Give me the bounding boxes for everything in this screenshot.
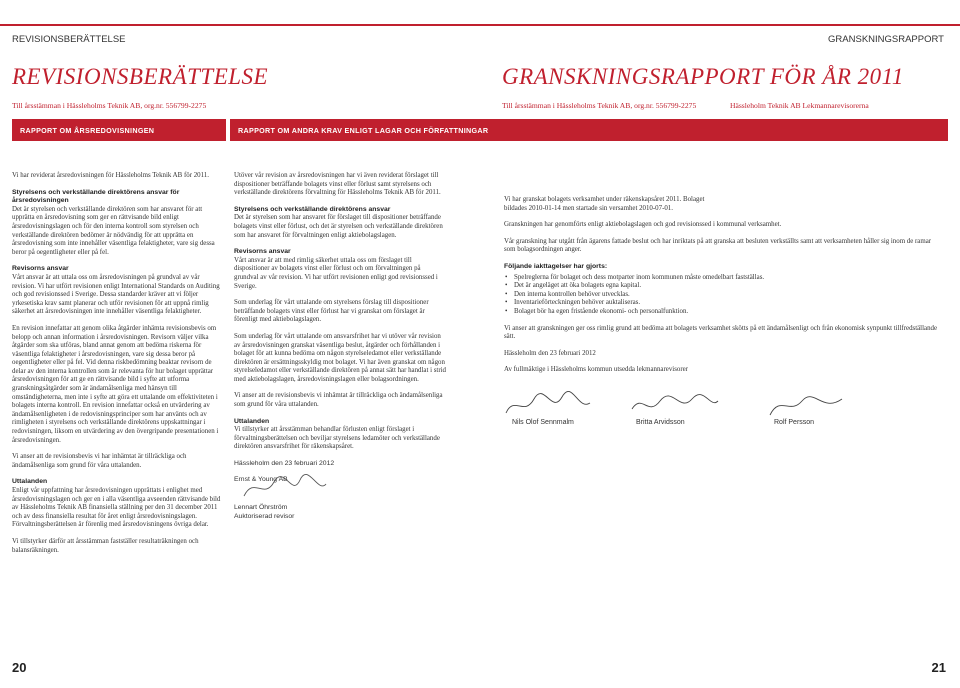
col3-paragraph-1: Vi har granskat bolagets verksamhet under räkenskapsåret 2011. Bolaget bildades 2010-01-14 men startade sin versamhet 2010-07-01.: [504, 196, 705, 212]
col2-paragraph-2: Det är styrelsen som har ansvaret för förslaget till dispositioner beträffande bolagets vinst eller förlust, och det är styrelsen och verkställande direktören som har ansvaret för förvaltningen enligt aktiebolagslagen.: [234, 214, 443, 239]
column-3: [504, 196, 944, 441]
col1-paragraph-4: Vi anser att de revisionsbevis vi har inhämtat är tillräckliga och ändamålsenliga som grund för våra uttalanden.: [12, 453, 187, 469]
col3-paragraph-3: Vår granskning har utgått från ägarens fattade beslut och har inriktats på att granska att besluten verkställts samt att verksamheten håller sig inom de ramar som bolagsordningen anger.: [504, 237, 932, 254]
running-header-right: GRANSKNINGSRAPPORT: [828, 34, 944, 45]
top-header-bar: [0, 0, 960, 45]
col1-heading-1: Styrelsens och verkställande direktörens ansvar för årsredovisningen: [12, 188, 180, 205]
auditor-firm: Ernst & Young AB: [234, 475, 288, 483]
col2-paragraph-4: Som underlag för vårt uttalande om styrelsens förslag till dispositioner beträffande bolagets vinst eller förlust har vi granskat om förslaget är förenligt med aktiebolagslagen.: [234, 299, 429, 324]
list-item: • Det är angeläget att öka bolagets egna kapital.: [514, 282, 944, 291]
col2-paragraph-6: Vi anser att de revisionsbevis vi inhämtat är tillräckliga och ändamålsenliga som grund för våra uttalanden.: [234, 392, 443, 409]
col1-heading-2: Revisorns ansvar: [12, 265, 69, 273]
page-number-left: 20: [12, 660, 27, 675]
signer-name: Britta Arvidsson: [636, 418, 685, 426]
col2-heading-2: Revisorns ansvar: [234, 248, 291, 256]
list-item: • Den interna kontrollen behöver utvecklas.: [514, 291, 944, 300]
right-page-subline-2: Hässleholm Teknik AB Lekmannarevisorerna: [730, 101, 869, 110]
col1-paragraph-6: Vi tillstyrker därför att årsstämman fastställer resultaträkningen och balansräkningen.: [12, 537, 199, 554]
right-page-title: GRANSKNINGSRAPPORT FÖR ÅR 2011: [502, 64, 904, 89]
band-andra-krav-label: RAPPORT OM ANDRA KRAV ENLIGT LAGAR OCH FÖRFATTNINGAR: [238, 126, 489, 135]
header-rule: [0, 24, 960, 26]
column-1: [12, 172, 225, 563]
auditor-name: Lennart Öhrström: [234, 504, 288, 512]
auditor-signature-place: Hässleholm den 23 februari 2012: [234, 460, 335, 468]
column-2: [234, 172, 446, 530]
col2-paragraph-3: Vårt ansvar är att med rimlig säkerhet uttala oss om förslaget till dispositioner av bolagets vinst eller förlust och om förvaltningen på grundval av vår revision. Vi har utfört revisionen enligt god revisionssed i Sverige.: [234, 256, 438, 290]
col2-paragraph-7: Vi tillstyrker att årsstämman behandlar förlusten enligt förslaget i förvaltningsberättelsen och beviljar styrelsens ledamöter och verkställande direktören ansvarsfrihet för räkenskapsåret.: [234, 426, 440, 451]
auditor-signature-block: [234, 460, 446, 530]
col3-paragraph-5: Hässleholm den 23 februari 2012: [504, 349, 596, 357]
band-andra-krav: [230, 119, 948, 141]
col1-paragraph-2: Vårt ansvar är att uttala oss om årsredovisningen på grundval av vår revision. Vi har utfört revisionen enligt International Standards on Auditing och god revisionssed i Sverige. Dessa standarder kräver att vi följer yrkesetiska krav samt planerar och utför revisionen för att uppnå rimlig säkerhet att årsredovisningen inte innehåller väsentliga felaktigheter.: [12, 273, 220, 316]
col1-intro: Vi har reviderat årsredovisningen för Hässleholms Teknik AB för 2011.: [12, 172, 209, 179]
page-number-right: 21: [931, 660, 946, 675]
band-arsredovisningen: [12, 119, 226, 141]
col2-heading-1: Styrelsens och verkställande direktörens ansvar: [234, 205, 391, 213]
col3-paragraph-4: Vi anser att granskningen ger oss rimlig grund att bedöma att bolagets verksamhet skötts på ett ändamålsenligt och från ekonomisk synpunkt tillfredställande sätt.: [504, 324, 938, 341]
col1-paragraph-3: En revision innefattar att genom olika åtgärder inhämta revisionsbevis om belopp och annan information i årsredovisningen. Revisorn väljer vilka åtgärder som ska utföras, bland annat genom att bedöma riskerna för väsentliga felaktigheter i årsredovisningen, vare sig dessa beror på oegentligheter eller på fel. Vid denna riskbedömning beaktar revisorn de delar av den interna kontrollen som är relevanta för hur bolaget upprättar årsredovisningen för att ge en rättvisande bild i syfte att utforma granskningsåtgärder som är ändamålsenliga med hänsyn till omständigheterna, men inte i syfte att göra ett uttalande om effektiviteten i bolagets interna kontroll. En revision innefattar också en utvärdering av ändamålsenligheten i de redovisningsprinciper som har använts och av rimligheten i styrelsens och verkställande direktörens uppskattningar i redovisningen, liksom en utvärdering av den övergripande presentationen i årsredovisningen.: [12, 324, 219, 444]
auditor-handwritten-signature: [240, 470, 330, 504]
col3-paragraph-6: Av fullmäktige i Hässleholms kommun utsedda lekmannarevisorer: [504, 366, 688, 374]
col2-heading-3: Uttalanden: [234, 417, 270, 425]
running-header-left: REVISIONSBERÄTTELSE: [12, 34, 126, 45]
col2-paragraph-1: Utöver vår revision av årsredovisningen har vi även reviderat förslaget till dispositioner beträffande bolagets vinst eller förlust samt styrelsens och verkställande direktörens förvaltning för Hässleholms Teknik AB för 2011.: [234, 172, 441, 197]
col1-paragraph-5: Enligt vår uppfattning har årsredovisningen upprättats i enlighet med årsredovisningslagen och ger en i alla väsentliga avseenden rättvisande bild av Hässleholms Teknik AB finansiella ställning per den 31 december 2011 och av dess finansiella resultat för året enligt årsredovisningslagen. Förvaltningsberättelsen är förenlig med årsredovisningens övriga delar.: [12, 487, 221, 529]
col1-heading-3: Uttalanden: [12, 478, 48, 486]
signer-name: Rolf Persson: [774, 418, 815, 426]
right-page-subline: Till årsstämman i Hässleholms Teknik AB, org.nr. 556799-2275: [502, 101, 697, 110]
signer-name: Nils Olof Sennmalm: [512, 418, 574, 426]
col2-paragraph-5: Som underlag för vårt uttalande om ansvarsfrihet har vi utöver vår revision av årsredovisningen granskat väsentliga beslut, åtgärder och förhållanden i bolaget för att kunna bedöma om någon styrelseledamot eller verkställande direktören är ersättningsskyldig mot bolaget. Vi har även granskat om någon styrelseledamot eller verkställande direktören på annat sätt har handlat i strid med aktiebolagslagen, årsredovisningslagen eller bolagsordningen.: [234, 332, 447, 383]
signature-sennmalm: [504, 391, 594, 421]
lay-auditor-signatures: [504, 391, 944, 441]
col3-heading-1: Följande iakttagelser har gjorts:: [504, 262, 608, 270]
auditor-title: Auktoriserad revisor: [234, 512, 295, 520]
col1-paragraph-1: Det är styrelsen och verkställande direktören som har ansvaret för att upprätta en årsredovisning som ger en rättvisande bild enligt årsredovisningslagen och för den interna kontroll som styrelsen och verkställande direktören bedömer är nödvändig för att upprätta en årsredovisning som inte innehåller väsentliga felaktigheter, vare sig dessa beror på oegentligheter eller på fel.: [12, 205, 215, 256]
signature-persson: [766, 391, 846, 421]
list-item: • Bolaget bör ha egen fristående ekonomi- och personalfunktion.: [514, 308, 944, 317]
band-arsredovisningen-label: RAPPORT OM ÅRSREDOVISNINGEN: [20, 126, 155, 135]
observation-list: [504, 274, 944, 317]
left-page-title: REVISIONSBERÄTTELSE: [12, 64, 269, 89]
list-item: • Inventarieförteckningen behöver auktaliseras.: [514, 299, 944, 308]
list-item: • Spelreglerna för bolaget och dess motparter inom kommunen måste omedelbart fastställas.: [514, 274, 944, 283]
col3-paragraph-2: Granskningen har genomförts enligt aktiebolagslagen och god revisionssed i kommunal verksamhet.: [504, 221, 782, 229]
left-page-subline: Till årsstämman i Hässleholms Teknik AB, org.nr. 556799-2275: [12, 101, 207, 110]
signature-arvidsson: [630, 391, 720, 421]
